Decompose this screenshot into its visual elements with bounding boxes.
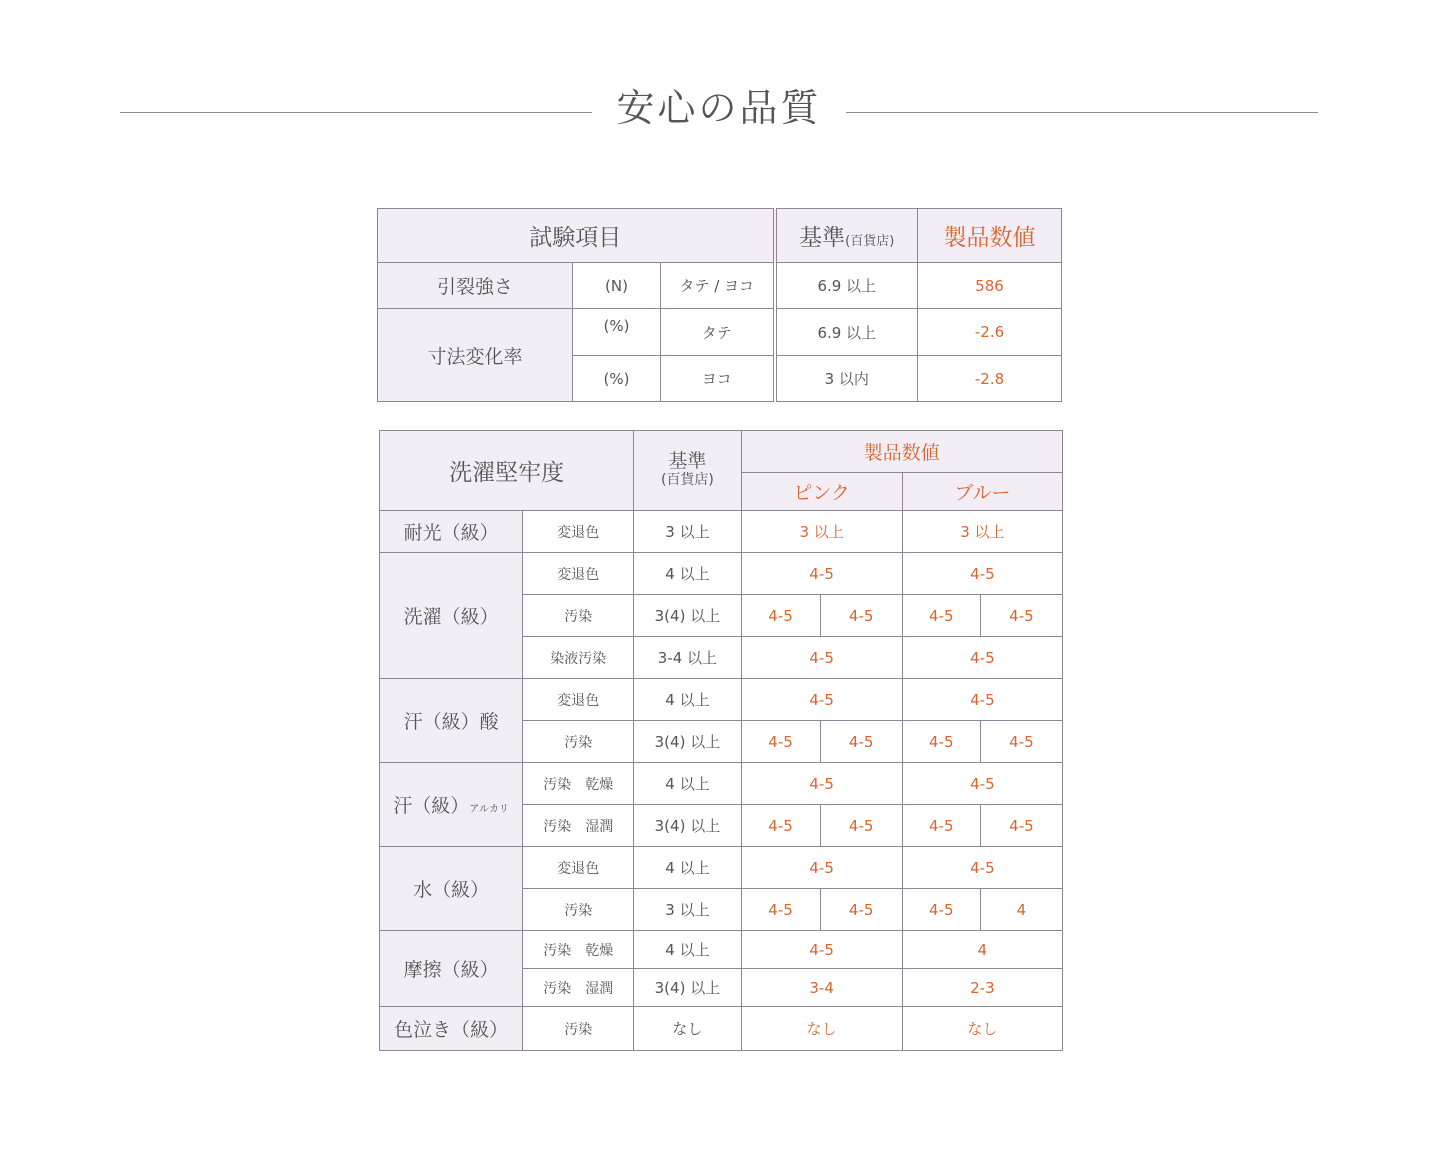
cell-standard: 4 以上 — [634, 763, 741, 805]
cell-test: 汚染 湿潤 — [523, 969, 634, 1007]
cell-blue: 2-3 — [902, 969, 1062, 1007]
header-item: 洗濯堅牢度 — [380, 431, 634, 511]
cell-pink-b: 4-5 — [820, 595, 902, 637]
cell-blue-b: 4-5 — [980, 721, 1062, 763]
cell-standard: 4 以上 — [634, 931, 741, 969]
cell-test: 汚染 — [523, 1007, 634, 1051]
cell-pink: 4-5 — [741, 931, 902, 969]
cell-pink: 4-5 — [741, 847, 902, 889]
group-label-light: 耐光（級） — [380, 511, 523, 553]
cell-pink-b: 4-5 — [820, 721, 902, 763]
cell-standard: 3(4) 以上 — [634, 595, 741, 637]
group-label-bleeding: 色泣き（級） — [380, 1007, 523, 1051]
group-label-sweat-alkali — [380, 763, 523, 847]
title-divider-left — [120, 112, 592, 113]
cell-pink: 4-5 — [741, 553, 902, 595]
header-product-value: 製品数値 — [741, 431, 1063, 473]
cell-blue: 3 以上 — [902, 511, 1062, 553]
cell-test: 変退色 — [523, 511, 634, 553]
cell-standard: 6.9 以上 — [775, 263, 918, 309]
cell-value: -2.8 — [918, 356, 1062, 402]
cell-test: 汚染 — [523, 721, 634, 763]
header-blue: ブルー — [902, 473, 1062, 511]
cell-standard: 3(4) 以上 — [634, 805, 741, 847]
cell-standard: 4 以上 — [634, 847, 741, 889]
cell-blue: 4-5 — [902, 847, 1062, 889]
cell-direction: タテ / ヨコ — [661, 263, 775, 309]
cell-blue-a: 4-5 — [902, 805, 980, 847]
cell-standard: 3 以内 — [775, 356, 918, 402]
cell-standard: 3-4 以上 — [634, 637, 741, 679]
cell-blue-a: 4-5 — [902, 595, 980, 637]
group-label-friction: 摩擦（級） — [380, 931, 523, 1007]
cell-standard: 3(4) 以上 — [634, 969, 741, 1007]
row-label-dimension: 寸法変化率 — [378, 309, 573, 402]
cell-pink: 3-4 — [741, 969, 902, 1007]
cell-pink: 4-5 — [741, 637, 902, 679]
cell-standard: 4 以上 — [634, 553, 741, 595]
cell-blue: 4-5 — [902, 553, 1062, 595]
cell-unit: (%) — [573, 356, 661, 402]
cell-blue-a: 4-5 — [902, 721, 980, 763]
cell-value: -2.6 — [918, 309, 1062, 356]
cell-direction: ヨコ — [661, 356, 775, 402]
cell-standard: 6.9 以上 — [775, 309, 918, 356]
fastness-table — [379, 430, 1063, 1051]
cell-unit: (N) — [573, 263, 661, 309]
group-label-water: 水（級） — [380, 847, 523, 931]
cell-standard: 3 以上 — [634, 889, 741, 931]
group-label-text: 汗（級） — [393, 795, 470, 817]
cell-standard: 3 以上 — [634, 511, 741, 553]
cell-test: 染液汚染 — [523, 637, 634, 679]
cell-standard: 3(4) 以上 — [634, 721, 741, 763]
cell-test: 変退色 — [523, 679, 634, 721]
cell-unit — [573, 309, 661, 356]
cell-pink: 4-5 — [741, 763, 902, 805]
page-title: 安心の品質 — [616, 86, 822, 130]
row-label-tear: 引裂強さ — [378, 263, 573, 309]
cell-standard: 4 以上 — [634, 679, 741, 721]
cell-test: 汚染 湿潤 — [523, 805, 634, 847]
header-item: 試験項目 — [378, 209, 775, 263]
cell-blue: 4-5 — [902, 637, 1062, 679]
unit-text: (%) — [603, 317, 630, 335]
cell-value: 586 — [918, 263, 1062, 309]
cell-blue-b: 4-5 — [980, 805, 1062, 847]
header-standard — [775, 209, 918, 263]
cell-test: 変退色 — [523, 553, 634, 595]
header-standard-note: (百貨店) — [845, 234, 895, 249]
cell-pink: 3 以上 — [741, 511, 902, 553]
section-title — [120, 78, 1318, 148]
cell-test: 汚染 — [523, 595, 634, 637]
strength-table — [377, 208, 1062, 402]
header-standard — [634, 431, 741, 511]
cell-pink-a: 4-5 — [741, 721, 820, 763]
cell-pink-b: 4-5 — [820, 889, 902, 931]
title-divider-right — [846, 112, 1318, 113]
cell-pink-a: 4-5 — [741, 805, 820, 847]
header-standard-label: 基準 — [799, 225, 846, 251]
cell-test: 変退色 — [523, 847, 634, 889]
cell-pink-b: 4-5 — [820, 805, 902, 847]
cell-blue: 4-5 — [902, 679, 1062, 721]
header-product-value: 製品数値 — [918, 209, 1062, 263]
cell-blue-b: 4-5 — [980, 595, 1062, 637]
cell-blue: なし — [902, 1007, 1062, 1051]
cell-blue-a: 4-5 — [902, 889, 980, 931]
cell-test: 汚染 乾燥 — [523, 931, 634, 969]
header-pink: ピンク — [741, 473, 902, 511]
cell-test: 汚染 — [523, 889, 634, 931]
header-standard-note: (百貨店) — [660, 471, 714, 488]
cell-blue-b: 4 — [980, 889, 1062, 931]
cell-pink: なし — [741, 1007, 902, 1051]
cell-direction: タテ — [661, 309, 775, 356]
cell-pink: 4-5 — [741, 679, 902, 721]
cell-blue: 4 — [902, 931, 1062, 969]
cell-test: 汚染 乾燥 — [523, 763, 634, 805]
header-standard-label: 基準 — [668, 449, 707, 472]
cell-blue: 4-5 — [902, 763, 1062, 805]
cell-pink-a: 4-5 — [741, 595, 820, 637]
group-label-wash: 洗濯（級） — [380, 553, 523, 679]
cell-standard: なし — [634, 1007, 741, 1051]
cell-pink-a: 4-5 — [741, 889, 820, 931]
group-label-sweat-acid: 汗（級）酸 — [380, 679, 523, 763]
group-label-note: アルカリ — [469, 804, 509, 815]
